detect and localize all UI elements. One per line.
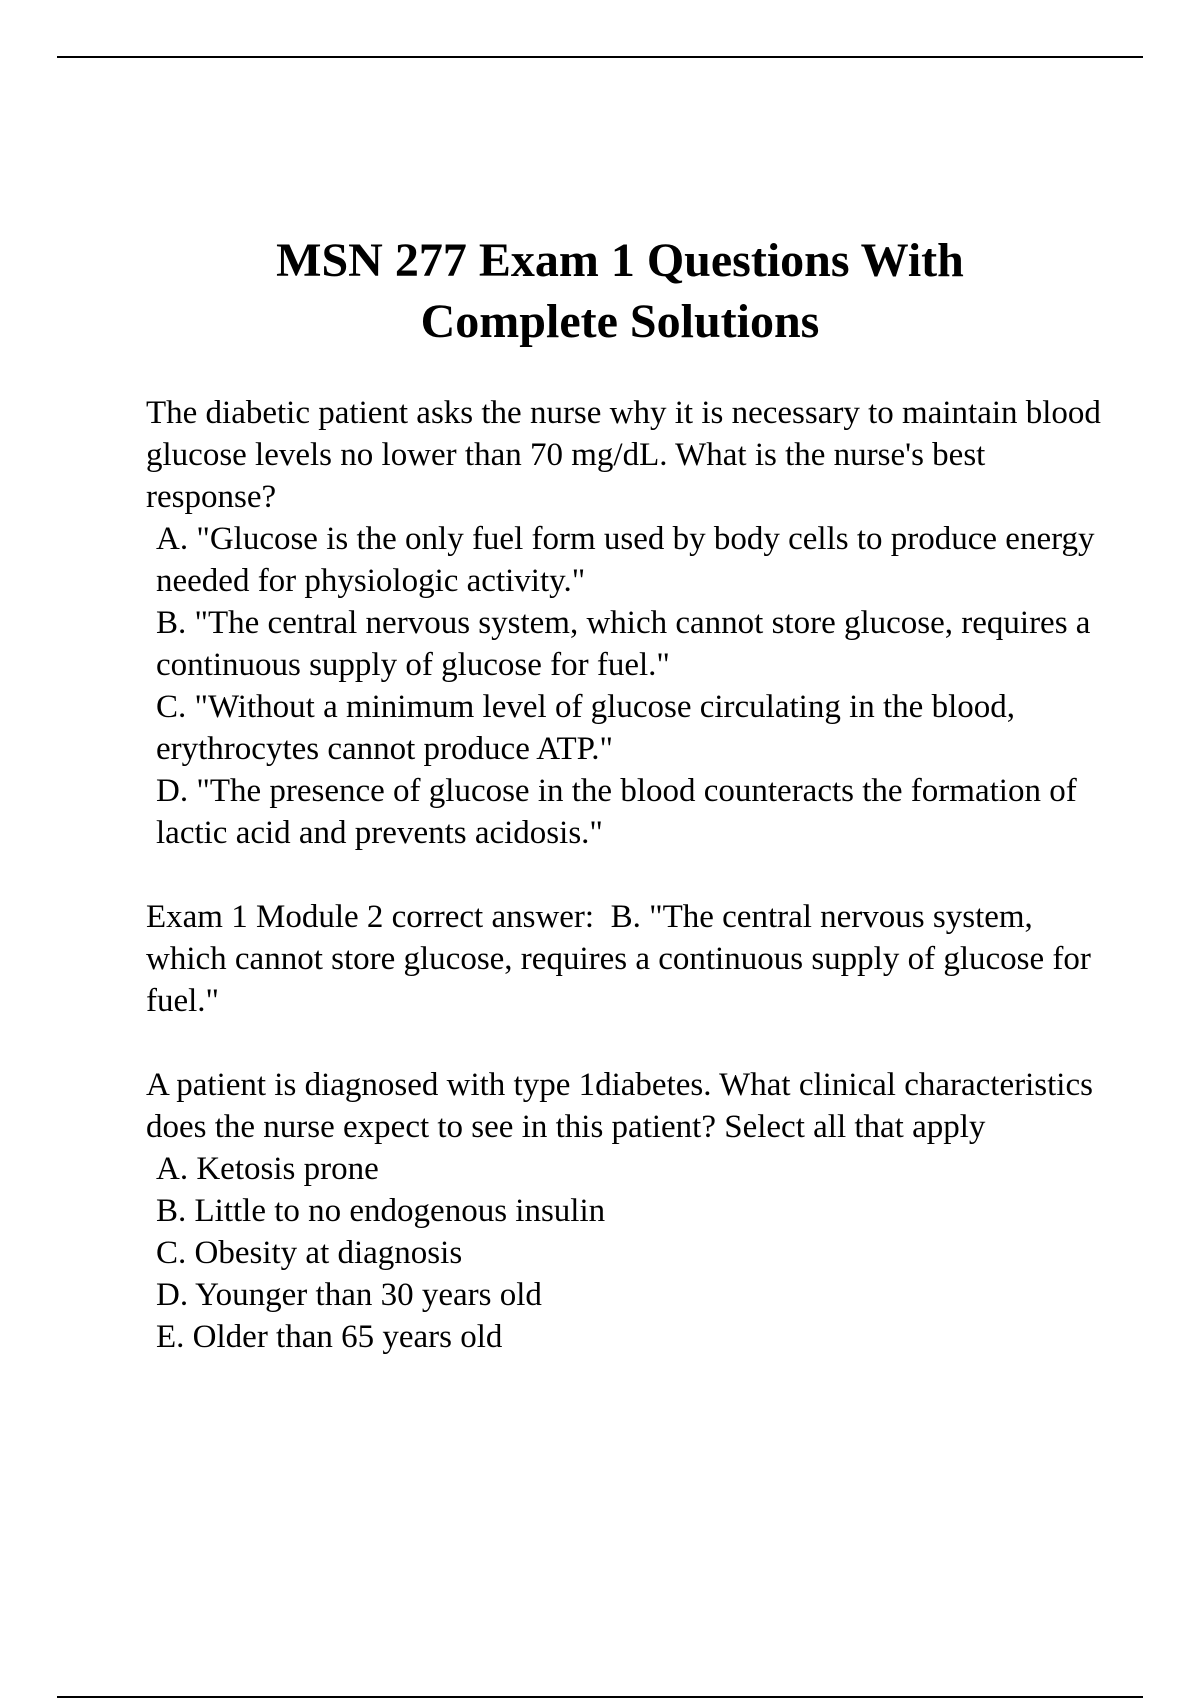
option-text: Ketosis prone xyxy=(196,1151,379,1187)
option-label: A. xyxy=(156,521,189,557)
bottom-rule xyxy=(57,1696,1143,1698)
document-body xyxy=(146,392,1106,1358)
question-2-option-c xyxy=(146,1232,1106,1274)
option-text: Little to no endogenous insulin xyxy=(194,1193,606,1229)
option-label: A. xyxy=(156,1151,189,1187)
spacer xyxy=(146,1022,1106,1064)
question-1-option-c xyxy=(146,686,1106,770)
answer-text: B. "The central nervous system, which cannot store glucose, requires a continuous supply of glucose for fuel." xyxy=(146,899,1091,1019)
option-label: E. xyxy=(156,1319,185,1355)
option-text: Obesity at diagnosis xyxy=(194,1235,463,1271)
question-2-option-e xyxy=(146,1316,1106,1358)
document-title xyxy=(130,230,1110,352)
question-2-option-d xyxy=(146,1274,1106,1316)
question-1-option-d xyxy=(146,770,1106,854)
spacer xyxy=(146,854,1106,896)
question-1-stem: The diabetic patient asks the nurse why it is necessary to maintain blood glucose levels no lower than 70 mg/dL. What is the nurse's best response? xyxy=(146,395,1101,515)
option-label: D. xyxy=(156,773,189,809)
question-2-stem: A patient is diagnosed with type 1diabetes. What clinical characteristics does the nurse expect to see in this patient? Select all that apply xyxy=(146,1067,1093,1145)
option-text: "Glucose is the only fuel form used by body cells to produce energy needed for physiologic activity." xyxy=(156,521,1095,599)
question-1-answer xyxy=(146,896,1106,1022)
option-text: "The presence of glucose in the blood counteracts the formation of lactic acid and prevents acidosis." xyxy=(156,773,1077,851)
option-text: "Without a minimum level of glucose circulating in the blood, erythrocytes cannot produce ATP." xyxy=(156,689,1015,767)
option-label: B. xyxy=(156,605,187,641)
option-label: C. xyxy=(156,1235,187,1271)
option-label: C. xyxy=(156,689,187,725)
title-line-1: MSN 277 Exam 1 Questions With xyxy=(276,234,964,287)
option-label: B. xyxy=(156,1193,187,1229)
option-text: Older than 65 years old xyxy=(192,1319,503,1355)
question-1 xyxy=(146,392,1106,854)
option-label: D. xyxy=(156,1277,189,1313)
question-1-option-a xyxy=(146,518,1106,602)
question-2-option-b xyxy=(146,1190,1106,1232)
answer-prefix: Exam 1 Module 2 correct answer: xyxy=(146,899,595,935)
question-1-option-b xyxy=(146,602,1106,686)
question-2 xyxy=(146,1064,1106,1358)
top-rule xyxy=(57,56,1143,58)
title-line-2: Complete Solutions xyxy=(420,295,820,348)
question-2-option-a xyxy=(146,1148,1106,1190)
option-text: "The central nervous system, which cannot store glucose, requires a continuous supply of glucose for fuel." xyxy=(156,605,1091,683)
option-text: Younger than 30 years old xyxy=(195,1277,542,1313)
